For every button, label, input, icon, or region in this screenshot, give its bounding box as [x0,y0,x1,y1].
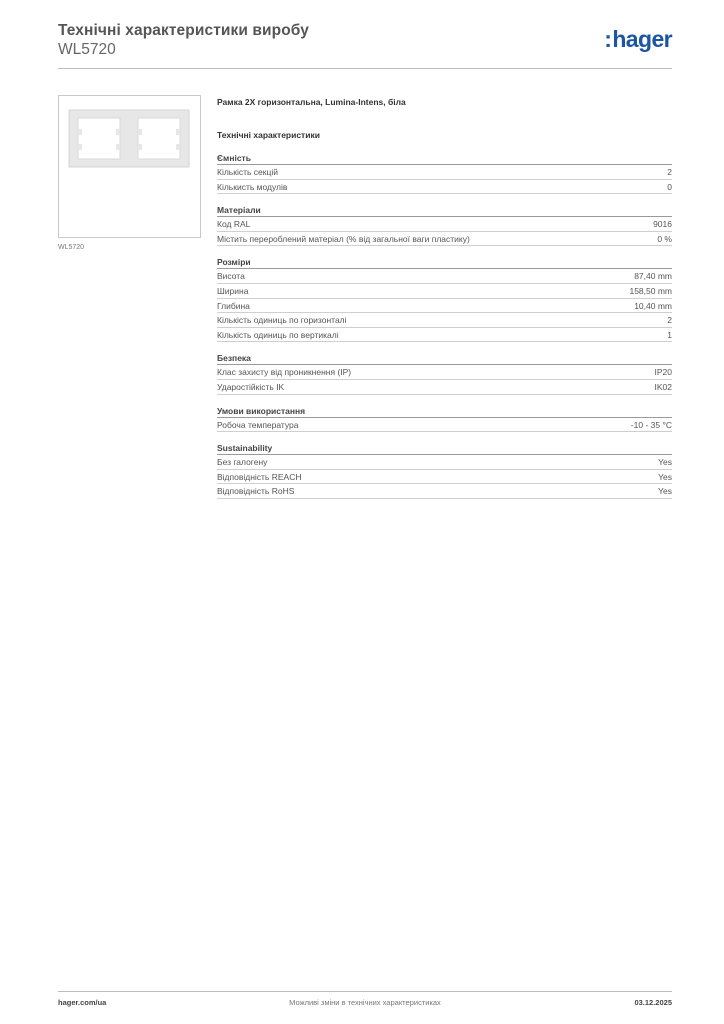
hager-logo [604,26,672,53]
product-code: WL5720 [58,41,116,58]
spec-label: Глибина [217,300,250,311]
spec-value: IK02 [654,381,672,392]
specifications-panel [217,95,672,499]
product-image [58,95,201,238]
spec-label: Ширина [217,285,249,296]
spec-value: IP20 [654,367,672,378]
header-divider [58,68,672,69]
spec-label: Клас захисту від проникнення (IP) [217,367,352,378]
spec-row [217,269,672,284]
spec-label: Містить перероблений матеріал (% від загальної ваги пластику) [217,233,470,244]
spec-label: Кількість одиниць по вертикалі [217,329,339,340]
spec-value: 9016 [653,219,672,230]
spec-label: Відповідність REACH [217,471,302,482]
spec-value: Yes [658,486,672,497]
spec-row [217,484,672,499]
spec-row [217,455,672,470]
spec-value: 2 [667,167,672,177]
spec-row [217,217,672,232]
spec-row [217,284,672,299]
spec-label: Ударостійкість IK [217,381,285,392]
spec-group-title: Sustainability [217,441,672,455]
spec-group [217,404,672,433]
spec-label: Без галогену [217,457,268,468]
footer-website-link[interactable]: hager.com/ua [58,998,107,1007]
spec-row [217,180,672,195]
spec-row [217,418,672,433]
spec-value: 0 [667,181,672,192]
spec-value: 158,50 mm [629,285,672,296]
spec-group-title: Розміри [217,255,672,269]
spec-row [217,232,672,247]
footer-note: Можливі зміни в технічних характеристиках [289,998,441,1007]
spec-value: 0 % [657,233,672,244]
spec-label: Кількисть модулів [217,181,288,192]
spec-group [217,203,672,246]
spec-group [217,351,672,394]
spec-row [217,365,672,380]
spec-group [217,255,672,342]
spec-value: 10,40 mm [634,300,672,311]
spec-row [217,380,672,395]
page-footer [58,998,672,1010]
spec-label: Кількість одиниць по горизонталі [217,315,347,326]
footer-date: 03.12.2025 [634,998,672,1007]
specs-heading: Технічні характеристики [217,130,320,140]
spec-label: Робоча температура [217,419,299,430]
logo-wordmark: hager [612,26,672,52]
spec-value: 1 [667,329,672,340]
spec-row [217,470,672,485]
spec-row [217,299,672,314]
spec-value: Yes [658,457,672,468]
image-caption: WL5720 [58,244,85,251]
product-name: Рамка 2X горизонтальна, Lumina-Intens, біла [217,97,406,107]
spec-value: 2 [667,315,672,326]
logo-colon-icon: : [604,26,612,52]
spec-group [217,441,672,499]
spec-row [217,165,672,180]
spec-groups [217,151,672,499]
spec-group-title: Ємність [217,151,672,165]
spec-row [217,328,672,343]
spec-value: 87,40 mm [634,271,672,282]
spec-group-title: Безпека [217,351,672,365]
spec-value: Yes [658,471,672,482]
spec-group-title: Умови використання [217,404,672,418]
spec-label: Код RAL [217,219,251,230]
spec-label: Кількість секцій [217,167,278,177]
page-header [58,22,672,68]
spec-row [217,313,672,328]
footer-divider [58,991,672,992]
spec-group [217,151,672,194]
spec-group-title: Матеріали [217,203,672,217]
document-title: Технічні характеристики виробу [58,22,309,39]
spec-label: Висота [217,271,245,282]
spec-value: -10 - 35 °C [630,419,672,430]
spec-label: Відповідність RoHS [217,486,295,497]
double-frame-icon [59,96,200,237]
